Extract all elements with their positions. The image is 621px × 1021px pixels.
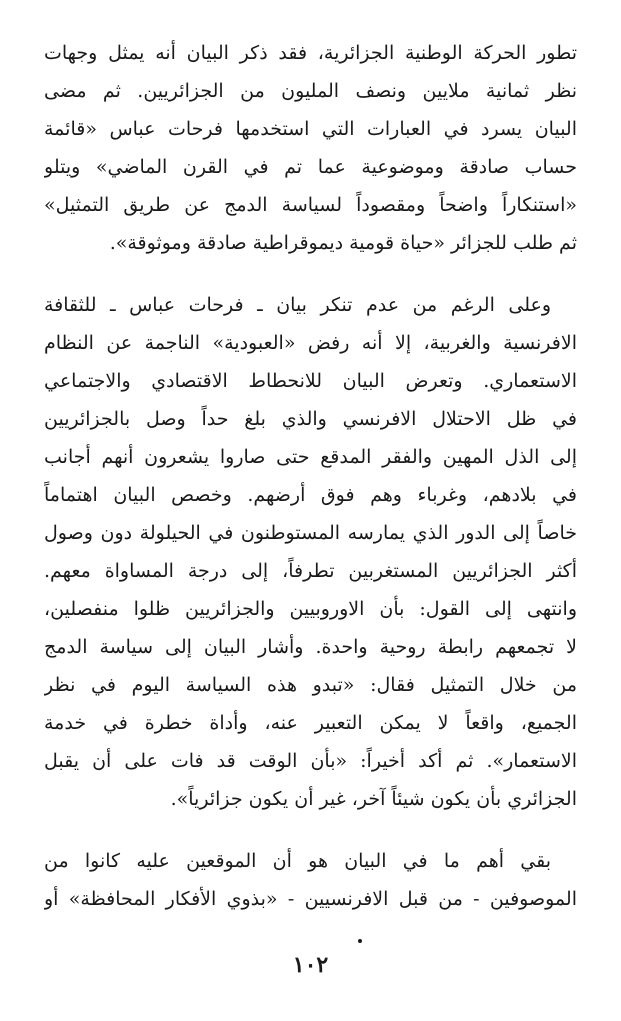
text-line: بقي أهم ما في البيان هو أن الموقعين عليه كانوا من: [44, 850, 551, 872]
text-line: تطور الحركة الوطنية الجزائرية، فقد ذكر البيان أنه يمثل وجهات: [44, 42, 577, 64]
text-line: من خلال التمثيل فقال: «تبدو هذه السياسة اليوم في نظر: [44, 674, 577, 696]
text-line: أكثر الجزائريين المستغربين تطرفاً، إلى درجة المساواة معهم.: [44, 560, 577, 582]
document-body: [44, 34, 577, 918]
paragraph-3: [44, 842, 577, 918]
text-line: وانتهى إلى القول: بأن الاوروبيين والجزائريين ظلوا منفصلين،: [44, 598, 577, 620]
text-line: وعلى الرغم من عدم تنكر بيان ـ فرحات عباس ـ للثقافة: [44, 294, 551, 316]
paragraph-spacer: [44, 818, 577, 842]
paragraph-spacer: [44, 262, 577, 286]
text-line: خاصاً إلى الدور الذي يمارسه المستوطنون في الحيلولة دون وصول: [44, 522, 577, 544]
text-line: الجميع، واقعاً لا يمكن التعبير عنه، وأداة خطرة في خدمة: [44, 712, 577, 734]
paragraph-1: [44, 34, 577, 262]
text-line: حساب صادقة وموضوعية عما تم في القرن الماضي» ويتلو: [44, 156, 577, 178]
text-line: الاستعماري. وتعرض البيان للانحطاط الاقتصادي والاجتماعي: [44, 370, 577, 392]
text-line: ثم طلب للجزائر «حياة قومية ديموقراطية صادقة وموثوقة».: [109, 232, 577, 254]
text-line: البيان يسرد في العبارات التي استخدمها فرحات عباس «قائمة: [44, 118, 577, 140]
text-line: إلى الذل المهين والفقر المدقع حتى صاروا يشعرون أنهم أجانب: [44, 446, 577, 468]
page-number: ١٠٢: [292, 952, 329, 978]
text-line: «استنكاراً واضحاً ومقصوداً لسياسة الدمج عن طريق التمثيل»: [44, 194, 577, 216]
text-line: الجزائري بأن يكون شيئاً آخر، غير أن يكون جزائرياً».: [170, 788, 577, 810]
text-line: الموصوفين - من قبل الافرنسيين - «بذوي الأفكار المحافظة» أو: [44, 888, 577, 910]
text-line: في ظل الاحتلال الافرنسي والذي بلغ حداً وصل بالجزائريين: [44, 408, 577, 430]
text-line: الافرنسية والغربية، إلا أنه رفض «العبودية» الناجمة عن النظام: [44, 332, 577, 354]
text-line: نظر ثمانية ملايين ونصف المليون من الجزائريين. ثم مضى: [44, 80, 577, 102]
text-line: لا تجمعهم رابطة روحية واحدة. وأشار البيان إلى سياسة الدمج: [44, 636, 577, 658]
text-line: الاستعمار». ثم أكد أخيراً: «بأن الوقت قد فات على أن يقبل: [44, 750, 577, 772]
text-line: في بلادهم، وغرباء وهم فوق أرضهم. وخصص البيان اهتماماً: [44, 484, 577, 506]
decorative-dot: [358, 939, 362, 943]
paragraph-2: [44, 286, 577, 818]
